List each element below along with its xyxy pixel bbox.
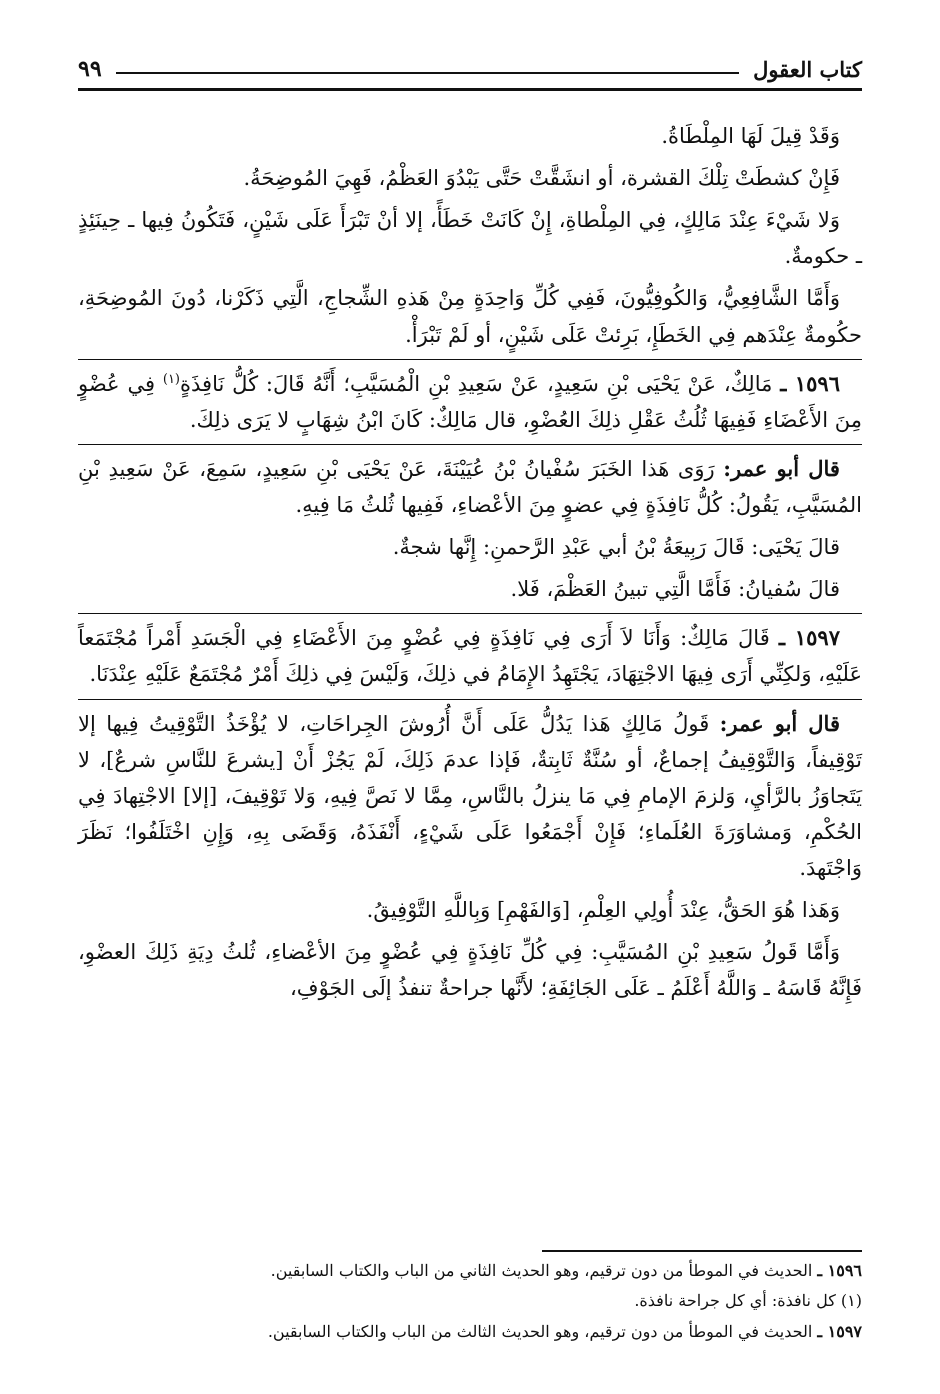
paragraph-yahya: قالَ يَحْيَى: قَالَ رَبِيعَةُ بْنُ أبي عَبْدِ الرَّحمنِ: إِنَّها شجةٌ. (392, 535, 840, 560)
footnote-text: الحديث في الموطأ من دون ترقيم، وهو الحديث الثالث من الباب والكتاب السابقين. (267, 1321, 813, 1341)
running-header (78, 44, 862, 91)
footnote-ref[interactable]: (١) (162, 371, 180, 387)
hadith-text: مَالِكٌ، عَنْ يَحْيَى بْنِ سَعِيدٍ، عَنْ سَعِيدِ بْنِ الْمُسَيَّبِ؛ أَنَّهُ قَالَ: كُلُّ نَافِذَةٍ (180, 371, 773, 396)
footnote-1 (78, 1288, 862, 1314)
footnote-text: كل نافذة: أي كل جراحة نافذة. (634, 1291, 836, 1311)
footnote-lead: (١) (840, 1291, 862, 1311)
paragraph-sufyan: قالَ سُفيانُ: فَأَمَّا الَّتِي تبينُ العَظْمَ، فَلا. (510, 577, 840, 602)
footnote-separator (542, 1250, 862, 1252)
paragraph-miltaa: وَقَدْ قِيلَ لَهَا المِلْطَاةُ. (661, 124, 840, 148)
hadith-text: فِي عُضْوٍ مِنَ الأَعْضَاءِ فَفِيهَا ثُلُثُ عَقْلِ ذلِكَ العُضْوِ، قال مَالِكٌ: كَانَ ابْنُ شِهَابٍ لا يَرَى ذلِكَ. (78, 371, 862, 432)
footnote-1596 (78, 1258, 862, 1284)
footnote-text: الحديث في الموطأ من دون ترقيم، وهو الحديث الثاني من الباب والكتاب السابقين. (270, 1261, 813, 1280)
header-rule (116, 72, 739, 74)
commentary-lead: قال أبو عمر: (723, 455, 840, 481)
commentary-abu-umar (78, 444, 862, 523)
paragraph-shafii-view: وَأَمَّا الشَّافِعِيُّ، وَالكُوفِيُّونَ، فَفِي كُلِّ وَاحِدَةٍ مِنْ هَذهِ الشِّجاجِ، الَّتِي ذَكَرْنا، دُونَ المُوضِحَةِ، حكُومةٌ عِنْدَهم فِي الخَطَإِ، بَرِئتْ عَلَى شَيْنٍ، أو لَمْ تَبْرَأْ. (78, 286, 862, 347)
footnote-lead: ١٥٩٧ ـ (817, 1321, 862, 1341)
paragraph-mudiha: فَإِنْ كشطَتْ تِلْكَ القشرة، أو انشَقَّتْ حَتَّى يَبْدُوَ العَظْمُ، فَهِيَ المُوضِحَةُ. (243, 166, 840, 191)
footnote-1597 (78, 1319, 862, 1345)
hadith-text: قَالَ مَالِكٌ: وَأَنَا لاَ أَرَى فِي نَافِذَةٍ فِي عُضْوٍ مِنَ الأَعْضَاءِ فِي الْجَسَدِ أَمْراً مُجْتَمَعاً عَلَيْهِ، وَلكِنِّي أَرَى فِيهَا الاجْتِهَادَ، يَجْتَهِدُ الإِمَامُ في ذلِكَ، وَلَيْسَ فِي ذلِكَ أَمْرٌ مُجْتَمَعٌ عَلَيْهِ عِنْدَنَا. (78, 626, 862, 687)
page-number: ٩٩ (78, 56, 102, 82)
paragraph-malik-view: وَلا شَيْءَ عِنْدَ مَالِكٍ، فِي المِلْطاةِ، إِنْ كَانَتْ خَطَأً، إلا أنْ تَبْرَأَ عَلَى شَيْنٍ، فَتَكُونُ فِيها ـ حِينَئِذٍ ـ حكومةٌ. (78, 208, 862, 269)
commentary-lead: قال أبو عمر: (719, 710, 840, 736)
footnote-lead: ١٥٩٦ ـ (817, 1261, 862, 1280)
commentary-text: قَولُ مَالِكٍ هَذا يَدُلُّ عَلَى أَنَّ أُرُوشَ الجِراحَاتِ، لا يُؤْخَذُ التَّوْقِيتُ فِيها إلا تَوْقِيفاً، وَالتَّوْقِيفُ إجماعٌ، أو سُنَّةٌ ثَابِتةٌ، فَإذا عدمَ ذَلِكَ، لَمْ يَجُزْ أَنْ [يشرعَ للنَّاسِ شرعٌ]، لا يَتَجاوَزُ بالرَّأيِ، وَلزمَ الإمامِ فِي مَا ينزلُ بالنَّاسِ، مِمَّا لا نَصَّ فِيهِ، وَلا تَوْقِيفَ، [إلا] الاجْتِهادَ فِي الحُكْمِ، وَمشاوَرَةَ العُلَماءِ؛ فَإِنْ أَجْمَعُوا عَلَى شَيْءٍ، أَنْفَذَهُ، وَقَضَى بِهِ، وَإِنِ اخْتَلَفُوا؛ نَظَرَ وَاجْتَهدَ. (78, 711, 862, 880)
hadith-1597 (78, 613, 862, 692)
paragraph-said-view: وَأَمَّا قَولُ سَعِيدِ بْنِ المُسَيَّبِ: فِي كُلِّ نَافِذَةٍ فِي عُضْوٍ مِنَ الأعْضاءِ، ثُلثُ دِيَةِ ذَلِكَ العضْوِ، فَإِنَّهُ قَاسَهُ ـ وَاللَّهُ أَعْلَمُ ـ عَلَى الجَائِفَةِ؛ لأَنَّها جراحةٌ تنفذُ إلَى الجَوْفِ، (78, 940, 862, 1001)
book-title: كتاب العقول (753, 57, 862, 82)
paragraph-haqq: وَهَذا هُوَ الحَقُّ، عِنْدَ أُولِي العِلْمِ، [وَالفَهْمِ] وَبِاللَّهِ التَّوْفِيقُ. (366, 898, 840, 923)
hadith-number: ١٥٩٦ ـ (780, 370, 840, 396)
hadith-number: ١٥٩٧ ـ (778, 625, 840, 651)
footnotes (78, 1258, 862, 1349)
commentary-text: رَوَى هَذا الخَبَرَ سُفْيانُ بْنُ عُيَيْنَةَ، عَنْ يَحْيَى بْنِ سَعِيدٍ، سَمِعَ، عَنْ سَعِيدِ بْنِ المُسَيَّبِ، يَقُولُ: كُلُّ نَافِذَةٍ فِي عضوٍ مِنَ الأعْضاءِ، فَفِيها ثُلثُ مَا فِيهِ. (78, 456, 862, 517)
hadith-1596 (78, 359, 862, 438)
commentary-abu-umar (78, 699, 862, 887)
main-text (78, 118, 862, 1012)
